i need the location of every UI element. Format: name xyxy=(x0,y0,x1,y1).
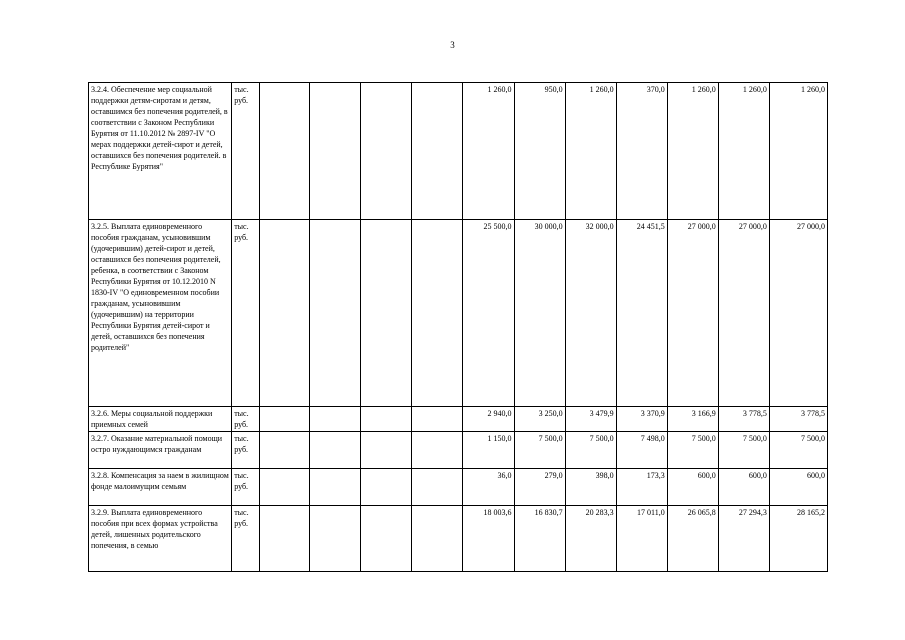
value-cell: 3 778,5 xyxy=(769,407,827,432)
value-cell: 20 283,3 xyxy=(565,506,616,572)
table-row xyxy=(89,83,828,220)
value-cell: 1 260,0 xyxy=(565,83,616,220)
row-unit: тыс. руб. xyxy=(232,506,260,572)
value-cell: 18 003,6 xyxy=(463,506,514,572)
value-cell: 1 260,0 xyxy=(769,83,827,220)
table-row xyxy=(89,432,828,469)
value-cell: 3 479,9 xyxy=(565,407,616,432)
value-cell: 950,0 xyxy=(514,83,565,220)
value-cell: 27 000,0 xyxy=(718,220,769,407)
value-cell: 1 260,0 xyxy=(718,83,769,220)
empty-cell xyxy=(260,469,310,506)
value-cell: 2 940,0 xyxy=(463,407,514,432)
value-cell: 17 011,0 xyxy=(616,506,667,572)
empty-cell xyxy=(310,506,361,572)
row-unit: тыс. руб. xyxy=(232,469,260,506)
value-cell: 3 166,9 xyxy=(667,407,718,432)
table-row xyxy=(89,407,828,432)
value-cell: 173,3 xyxy=(616,469,667,506)
value-cell: 3 778,5 xyxy=(718,407,769,432)
page-number: 3 xyxy=(450,40,455,50)
value-cell: 3 370,9 xyxy=(616,407,667,432)
value-cell: 30 000,0 xyxy=(514,220,565,407)
empty-cell xyxy=(361,220,412,407)
empty-cell xyxy=(412,432,463,469)
value-cell: 28 165,2 xyxy=(769,506,827,572)
empty-cell xyxy=(260,220,310,407)
row-name: 3.2.6. Меры социальной поддержки приемных семей xyxy=(89,407,232,432)
empty-cell xyxy=(361,506,412,572)
table-row xyxy=(89,220,828,407)
empty-cell xyxy=(412,506,463,572)
value-cell: 370,0 xyxy=(616,83,667,220)
empty-cell xyxy=(412,220,463,407)
value-cell: 7 500,0 xyxy=(718,432,769,469)
empty-cell xyxy=(310,83,361,220)
value-cell: 25 500,0 xyxy=(463,220,514,407)
value-cell: 279,0 xyxy=(514,469,565,506)
value-cell: 600,0 xyxy=(718,469,769,506)
row-name: 3.2.8. Компенсация за наем в жилищном фонде малоимущим семьям xyxy=(89,469,232,506)
value-cell: 1 150,0 xyxy=(463,432,514,469)
row-name: 3.2.9. Выплата единовременного пособия при всех формах устройства детей, лишенных родительского попечения, в семью xyxy=(89,506,232,572)
empty-cell xyxy=(361,407,412,432)
empty-cell xyxy=(310,220,361,407)
row-name: 3.2.4. Обеспечение мер социальной поддержки детям-сиротам и детям, оставшимся без попечения родителей, в соответствии с Законом Республики Бурятия от 11.10.2012 № 2897-IV "О мерах поддержки детей-сирот и детей, оставшихся без попечения родителей. в Республике Бурятия" xyxy=(89,83,232,220)
empty-cell xyxy=(260,83,310,220)
empty-cell xyxy=(412,469,463,506)
value-cell: 7 500,0 xyxy=(769,432,827,469)
value-cell: 26 065,8 xyxy=(667,506,718,572)
row-unit: тыс. руб. xyxy=(232,220,260,407)
value-cell: 398,0 xyxy=(565,469,616,506)
budget-table xyxy=(88,82,828,572)
value-cell: 16 830,7 xyxy=(514,506,565,572)
value-cell: 27 294,3 xyxy=(718,506,769,572)
empty-cell xyxy=(310,469,361,506)
value-cell: 27 000,0 xyxy=(667,220,718,407)
value-cell: 1 260,0 xyxy=(463,83,514,220)
value-cell: 36,0 xyxy=(463,469,514,506)
empty-cell xyxy=(361,469,412,506)
empty-cell xyxy=(260,407,310,432)
value-cell: 600,0 xyxy=(769,469,827,506)
row-unit: тыс. руб. xyxy=(232,83,260,220)
empty-cell xyxy=(260,432,310,469)
empty-cell xyxy=(361,432,412,469)
value-cell: 1 260,0 xyxy=(667,83,718,220)
empty-cell xyxy=(310,432,361,469)
row-name: 3.2.7. Оказание материальной помощи остро нуждающимся гражданам xyxy=(89,432,232,469)
table-row xyxy=(89,469,828,506)
empty-cell xyxy=(412,407,463,432)
row-unit: тыс. руб. xyxy=(232,432,260,469)
table-row xyxy=(89,506,828,572)
value-cell: 600,0 xyxy=(667,469,718,506)
value-cell: 7 500,0 xyxy=(514,432,565,469)
empty-cell xyxy=(260,506,310,572)
value-cell: 7 498,0 xyxy=(616,432,667,469)
empty-cell xyxy=(361,83,412,220)
value-cell: 3 250,0 xyxy=(514,407,565,432)
empty-cell xyxy=(310,407,361,432)
value-cell: 7 500,0 xyxy=(667,432,718,469)
value-cell: 32 000,0 xyxy=(565,220,616,407)
value-cell: 27 000,0 xyxy=(769,220,827,407)
row-name: 3.2.5. Выплата единовременного пособия гражданам, усыновившим (удочерившим) детей-сирот и детей, оставшихся без попечения родителей, ребенка, в соответствии с Законом Республики Бурятия от 10.12.2010 N 1830-IV "О единовременном пособии гражданам, усыновившим (удочерившим) на территории Республики Бурятия детей-сирот и детей, оставшихся без попечения родителей" xyxy=(89,220,232,407)
empty-cell xyxy=(412,83,463,220)
value-cell: 7 500,0 xyxy=(565,432,616,469)
row-unit: тыс. руб. xyxy=(232,407,260,432)
value-cell: 24 451,5 xyxy=(616,220,667,407)
